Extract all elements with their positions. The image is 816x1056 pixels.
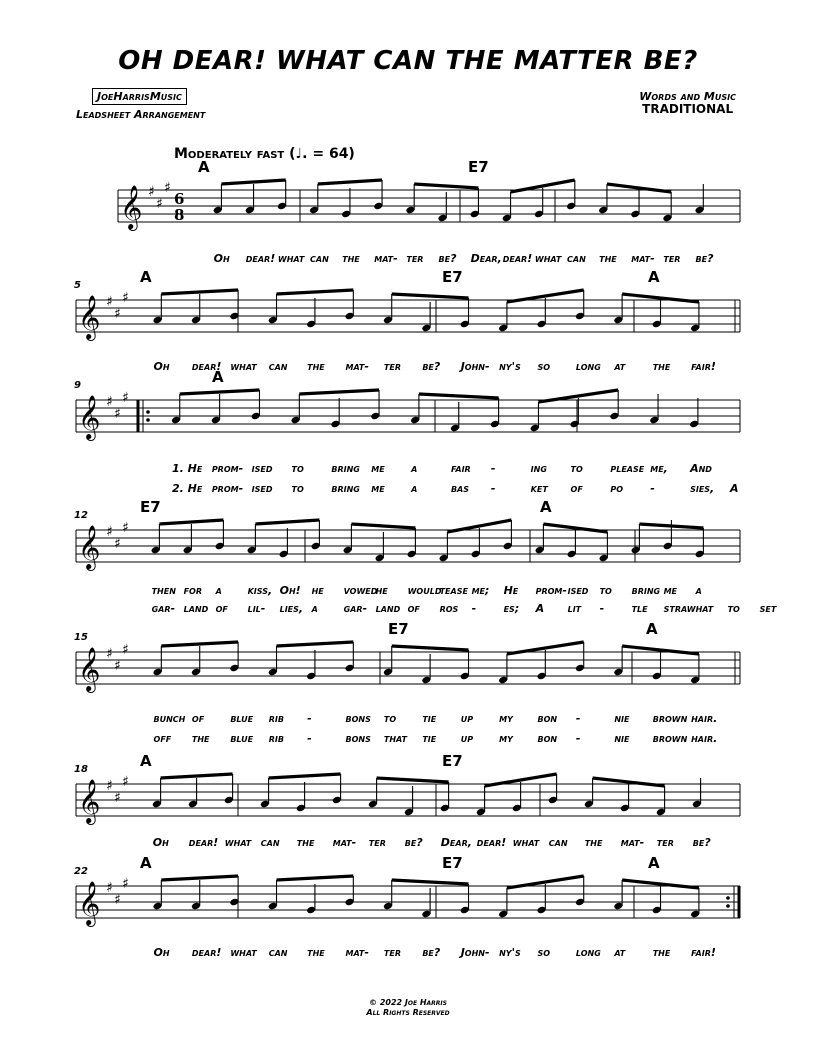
lyric-syllable: of [191, 712, 205, 725]
lyric-syllable: to [570, 462, 583, 475]
sharp-icon: ♯ [156, 196, 163, 212]
lyric-syllable: mat- [345, 360, 369, 373]
lyric-syllable: lies, [279, 602, 304, 615]
chord-symbol: A [198, 158, 210, 176]
lyric-syllable: be? [404, 836, 423, 849]
lyric-syllable: sies, [690, 482, 715, 495]
lyric-syllable: mat- [631, 252, 655, 265]
beam [318, 180, 382, 184]
lyric-syllable: bunch [153, 712, 186, 725]
lyric-syllable: bring [631, 584, 661, 597]
chord-symbol: E7 [388, 620, 409, 638]
lyric-syllable: blue [230, 712, 254, 725]
sharp-icon: ♯ [122, 520, 129, 536]
sharp-icon: ♯ [114, 790, 121, 806]
lyric-syllable: then [151, 584, 176, 597]
lyric-syllable: gar- [151, 602, 176, 615]
lyric-syllable: bas [450, 482, 470, 495]
sharp-icon: ♯ [164, 180, 171, 196]
beam [159, 520, 223, 524]
lyric-syllable: ised [251, 462, 273, 475]
beam [414, 184, 478, 188]
arrangement-label: Leadsheet Arrangement [76, 108, 206, 121]
lyric-syllable: - [490, 482, 496, 495]
lyric-syllable: ter [368, 836, 386, 849]
lyric-syllable: ter [406, 252, 424, 265]
repeat-dot [726, 904, 730, 908]
lyric-syllable: tle [631, 602, 648, 615]
lyric-syllable: ros [439, 602, 459, 615]
beam [277, 876, 354, 880]
lyric-syllable: He [503, 584, 519, 597]
measure-number: 12 [74, 510, 88, 521]
lyric-syllable: he [311, 584, 324, 597]
lyric-syllable: what [512, 836, 540, 849]
lyric-syllable: ny's [499, 946, 521, 959]
lyric-syllable: be? [422, 360, 441, 373]
lyric-syllable: hair. [691, 712, 718, 725]
lyric-syllable: me [663, 584, 678, 597]
lyric-syllable: - [575, 712, 581, 725]
lyric-syllable: Oh [152, 836, 169, 849]
lyric-syllable: fair! [691, 360, 716, 373]
lyric-syllable: that [383, 732, 407, 745]
time-signature-bottom: 8 [174, 206, 185, 224]
lyric-syllable: brown [652, 732, 688, 745]
lyric-syllable: can [268, 360, 288, 373]
measure-number: 9 [74, 380, 81, 391]
lyric-syllable: be? [695, 252, 714, 265]
sharp-icon: ♯ [114, 306, 121, 322]
beam [377, 778, 449, 782]
lyric-syllable: can [268, 946, 288, 959]
lyric-syllable: be? [422, 946, 441, 959]
lyric-syllable: bons [345, 732, 371, 745]
beam [180, 390, 260, 394]
treble-clef-icon: 𝄞 [78, 647, 101, 691]
lyric-syllable: land [375, 602, 401, 615]
repeat-dot [146, 410, 150, 414]
rights-text: All Rights Reserved [366, 1008, 450, 1017]
lyric-syllable: brown [652, 712, 688, 725]
lyric-syllable: fair! [691, 946, 716, 959]
lyric-syllable: would [407, 584, 442, 597]
lyric-syllable: hair. [691, 732, 718, 745]
lyric-syllable: of [215, 602, 228, 615]
sharp-icon: ♯ [122, 390, 129, 406]
lyric-syllable: my [499, 732, 513, 745]
chord-symbol: A [140, 854, 152, 872]
lyric-syllable: be? [438, 252, 457, 265]
lyric-syllable: kiss, [247, 584, 273, 597]
beam [269, 774, 341, 778]
beam [221, 180, 285, 184]
lyric-syllable: me [371, 482, 385, 495]
beam [255, 520, 319, 524]
sharp-icon: ♯ [122, 642, 129, 658]
lyric-syllable: dear! [245, 252, 276, 265]
dotted-quarter-note-icon: ♩. [295, 146, 308, 162]
lyric-syllable: can [260, 836, 280, 849]
chord-symbol: A [140, 752, 152, 770]
chord-symbol: E7 [140, 498, 161, 516]
chord-symbol: A [540, 498, 552, 516]
lyric-syllable: he [375, 584, 388, 597]
chord-symbol: E7 [442, 268, 463, 286]
lyric-syllable: ised [567, 584, 589, 597]
lyric-syllable: the [652, 946, 671, 959]
copyright-text: © 2022 Joe Harris [369, 998, 447, 1007]
lyric-syllable: mat- [374, 252, 398, 265]
lyric-syllable: my [499, 712, 513, 725]
lyric-syllable: a [215, 584, 222, 597]
lyric-syllable: ter [383, 946, 402, 959]
lyric-syllable: the [599, 252, 617, 265]
sharp-icon: ♯ [114, 536, 121, 552]
lyric-syllable: the [191, 732, 210, 745]
sharp-icon: ♯ [122, 876, 129, 892]
lyric-syllable: be? [692, 836, 711, 849]
lyric-syllable: a [695, 584, 702, 597]
lyric-syllable: es; [503, 602, 520, 615]
tempo-value: = 64) [312, 146, 355, 162]
lyric-syllable: straw [663, 602, 696, 615]
beam [392, 880, 469, 884]
lyric-syllable: gar- [343, 602, 368, 615]
lyric-syllable: what [277, 252, 305, 265]
sharp-icon: ♯ [106, 778, 113, 794]
lyric-syllable: to [599, 584, 612, 597]
lyric-syllable: John- [460, 946, 490, 959]
lyric-syllable: Dear, [470, 252, 502, 265]
lyric-syllable: dear! [191, 946, 222, 959]
lyric-syllable: Oh! [279, 584, 301, 597]
lyric-syllable: can [567, 252, 586, 265]
chord-symbol: E7 [468, 158, 489, 176]
chord-symbol: A [648, 854, 660, 872]
lyric-syllable: at [614, 946, 626, 959]
lyric-syllable: And [690, 462, 712, 475]
lyric-syllable: bring [331, 482, 360, 495]
measure-number: 15 [74, 632, 88, 643]
lyric-syllable: long [575, 946, 601, 959]
sharp-icon: ♯ [106, 394, 113, 410]
lyric-syllable: the [584, 836, 603, 849]
lyric-syllable: ised [251, 482, 273, 495]
lyric-syllable: for [183, 584, 203, 597]
chord-symbol: A [646, 620, 658, 638]
lyric-syllable: - [307, 732, 312, 745]
lyric-syllable: ter [656, 836, 674, 849]
lyric-syllable: Dear, [440, 836, 472, 849]
song-title: OH DEAR! WHAT CAN THE MATTER BE? [118, 46, 698, 76]
lyric-syllable: can [548, 836, 568, 849]
lyric-syllable: to [383, 712, 397, 725]
chord-symbol: E7 [442, 854, 463, 872]
lyric-syllable: hat [695, 602, 714, 615]
lyric-syllable: lit [567, 602, 582, 615]
lyric-syllable: ny's [499, 360, 521, 373]
time-signature-top: 6 [174, 190, 185, 208]
lyric-syllable: - [599, 602, 605, 615]
beam [277, 290, 354, 294]
lyric-syllable: me [371, 462, 385, 475]
beam [392, 294, 469, 298]
tempo-open: ( [289, 146, 296, 162]
lyric-syllable: what [230, 946, 257, 959]
lyric-syllable: the [307, 360, 325, 373]
lyric-syllable: land [183, 602, 209, 615]
lyric-syllable: John- [460, 360, 490, 373]
lyric-syllable: so [537, 360, 551, 373]
beam [277, 642, 354, 646]
lyric-syllable: ter [383, 360, 402, 373]
lyric-syllable: A [535, 602, 545, 615]
lyric-syllable: bon [537, 732, 558, 745]
lyric-syllable: to [727, 602, 740, 615]
beam [161, 642, 238, 646]
footer [0, 998, 816, 1018]
lyric-syllable: to [291, 462, 304, 475]
treble-clef-icon: 𝄞 [78, 295, 101, 339]
beam [161, 290, 238, 294]
sharp-icon: ♯ [148, 184, 155, 200]
lyric-syllable: of [407, 602, 420, 615]
sharp-icon: ♯ [106, 524, 113, 540]
lyric-syllable: dear! [188, 836, 219, 849]
sharp-icon: ♯ [114, 406, 121, 422]
lyric-syllable: a [311, 602, 318, 615]
lyric-syllable: the [307, 946, 325, 959]
lyric-syllable: rib [268, 732, 284, 745]
beam [161, 774, 233, 778]
lyric-syllable: me, [650, 462, 668, 475]
lyric-syllable: mat- [345, 946, 369, 959]
treble-clef-icon: 𝄞 [78, 395, 101, 439]
sharp-icon: ♯ [106, 880, 113, 896]
measure-number: 18 [74, 764, 88, 775]
lyric-syllable: at [614, 360, 626, 373]
lyric-syllable: mat- [332, 836, 357, 849]
lyric-syllable: rib [268, 712, 284, 725]
lyric-syllable: - [471, 602, 477, 615]
lyric-syllable: long [575, 360, 601, 373]
measure-number: 22 [74, 866, 88, 877]
lyric-syllable: off [153, 732, 172, 745]
lyric-syllable: ket [530, 482, 548, 495]
lyric-syllable: the [342, 252, 360, 265]
lyric-syllable: bring [331, 462, 360, 475]
beam [161, 876, 238, 880]
chord-symbol: A [648, 268, 660, 286]
lyric-syllable: 2. He [171, 482, 203, 495]
beam [639, 524, 703, 528]
lyric-syllable: nie [614, 712, 630, 725]
sharp-icon: ♯ [114, 892, 121, 908]
lyric-syllable: tie [422, 732, 437, 745]
lyric-syllable: A [729, 482, 739, 495]
lyric-syllable: prom- [211, 462, 244, 475]
lyric-syllable: prom- [535, 584, 567, 597]
chord-symbol: A [140, 268, 152, 286]
repeat-dot [726, 896, 730, 900]
lyric-syllable: set [759, 602, 777, 615]
sharp-icon: ♯ [122, 774, 129, 790]
chord-symbol: A [212, 368, 224, 386]
measure-number: 5 [74, 280, 81, 291]
lyric-syllable: blue [230, 732, 254, 745]
lyric-syllable: me; [471, 584, 490, 597]
lyric-syllable: Oh [153, 946, 170, 959]
repeat-dot [146, 418, 150, 422]
lyric-syllable: the [296, 836, 315, 849]
beam [419, 394, 499, 398]
lyric-syllable: what [230, 360, 257, 373]
treble-clef-icon: 𝄞 [78, 881, 101, 925]
lyric-syllable: lil- [247, 602, 266, 615]
lyric-syllable: up [460, 712, 474, 725]
lyric-syllable: tease [439, 584, 468, 597]
treble-clef-icon: 𝄞 [78, 525, 101, 569]
lyric-syllable: prom- [211, 482, 244, 495]
lyric-syllable: bon [537, 712, 558, 725]
credit-line-1: Words and Music [639, 90, 736, 103]
lyric-syllable: - [650, 482, 655, 495]
lyric-syllable: vowed [343, 584, 378, 597]
beam [392, 646, 469, 650]
lyric-syllable: po [610, 482, 624, 495]
lyric-syllable: 1. He [171, 462, 203, 475]
chord-symbol: E7 [442, 752, 463, 770]
lyric-syllable: nie [614, 732, 630, 745]
beam [299, 390, 379, 394]
sharp-icon: ♯ [106, 294, 113, 310]
lyric-syllable: up [460, 732, 474, 745]
lyric-syllable: Oh [213, 252, 230, 265]
lyric-syllable: mat- [620, 836, 645, 849]
lyric-syllable: so [537, 946, 551, 959]
lyric-syllable: fair [450, 462, 471, 475]
lyric-syllable: tie [422, 712, 437, 725]
lyric-syllable: what [224, 836, 252, 849]
beam [351, 524, 415, 528]
sharp-icon: ♯ [122, 290, 129, 306]
lyric-syllable: a [411, 462, 418, 475]
lyric-syllable: - [575, 732, 581, 745]
lyric-syllable: dear! [502, 252, 533, 265]
lyric-syllable: ter [663, 252, 681, 265]
publisher-badge: JoeHarrisMusic [92, 88, 187, 105]
treble-clef-icon: 𝄞 [120, 185, 143, 229]
lyric-syllable: ing [530, 462, 547, 475]
lyric-syllable: bons [345, 712, 371, 725]
lyric-syllable: what [534, 252, 562, 265]
credit-line-2: TRADITIONAL [642, 102, 734, 116]
lyric-syllable: - [307, 712, 312, 725]
sharp-icon: ♯ [114, 658, 121, 674]
lyric-syllable: to [291, 482, 304, 495]
treble-clef-icon: 𝄞 [78, 779, 101, 823]
lyric-syllable: Oh [153, 360, 170, 373]
lyric-syllable: the [652, 360, 671, 373]
lyric-syllable: - [490, 462, 496, 475]
lyric-syllable: a [411, 482, 418, 495]
lyric-syllable: can [310, 252, 329, 265]
lyric-syllable: of [570, 482, 583, 495]
sharp-icon: ♯ [106, 646, 113, 662]
lyric-syllable: dear! [476, 836, 507, 849]
lyric-syllable: dear! [191, 360, 222, 373]
tempo-text: Moderately fast [174, 146, 285, 162]
lyric-syllable: please [610, 462, 645, 475]
